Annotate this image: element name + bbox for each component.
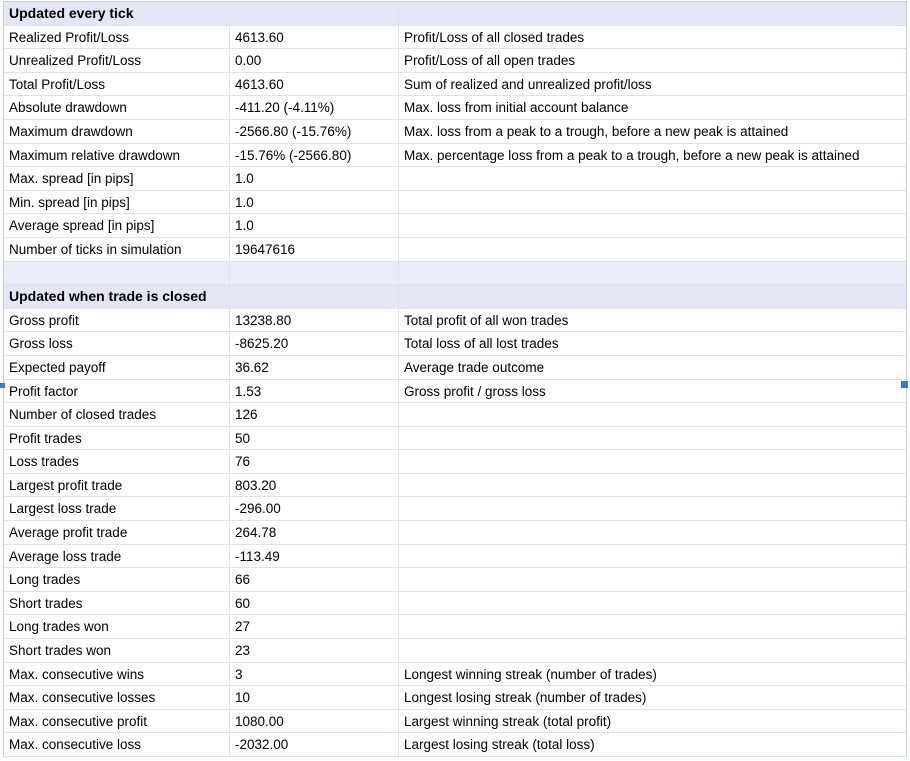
metric-label: Max. consecutive profit <box>4 710 230 733</box>
metric-value: 66 <box>230 568 399 591</box>
metric-description <box>399 167 906 190</box>
metric-description <box>399 474 906 497</box>
metric-label: Gross loss <box>4 332 230 355</box>
metric-value: -15.76% (-2566.80) <box>230 144 399 167</box>
table-row[interactable] <box>4 474 906 498</box>
metric-label: Largest loss trade <box>4 497 230 520</box>
table-row[interactable] <box>4 214 906 238</box>
metric-value: 4613.60 <box>230 73 399 96</box>
spacer-cell <box>230 262 399 285</box>
metric-label: Total Profit/Loss <box>4 73 230 96</box>
metric-value: 50 <box>230 427 399 450</box>
metric-label: Largest profit trade <box>4 474 230 497</box>
table-row[interactable] <box>4 144 906 168</box>
metric-value: 36.62 <box>230 356 399 379</box>
metric-description: Longest winning streak (number of trades) <box>404 666 657 682</box>
metric-label: Expected payoff <box>4 356 230 379</box>
metric-label: Max. consecutive loss <box>4 733 230 756</box>
metric-value: 19647616 <box>230 238 399 261</box>
metric-description <box>399 568 906 591</box>
metric-label: Profit trades <box>4 427 230 450</box>
table-row[interactable] <box>4 545 906 569</box>
section-header-row <box>4 285 906 309</box>
table-row[interactable] <box>4 615 906 639</box>
table-row[interactable] <box>4 568 906 592</box>
metric-label: Max. consecutive wins <box>4 663 230 686</box>
metric-value: -2032.00 <box>230 733 399 756</box>
metric-description: Max. percentage loss from a peak to a trough, before a new peak is attained <box>404 147 860 163</box>
metric-value: 1.53 <box>230 380 399 403</box>
metric-label: Maximum drawdown <box>4 120 230 143</box>
statistics-table <box>3 1 907 757</box>
metric-value: 1080.00 <box>230 710 399 733</box>
metric-value: -113.49 <box>230 545 399 568</box>
metric-description: Max. loss from initial account balance <box>404 100 629 116</box>
metric-description <box>399 214 906 237</box>
section-spacer-row <box>4 262 906 286</box>
table-row[interactable] <box>4 733 906 757</box>
metric-value: 10 <box>230 686 399 709</box>
table-row[interactable] <box>4 26 906 50</box>
table-row[interactable] <box>4 592 906 616</box>
metric-value: 1.0 <box>230 214 399 237</box>
metric-label: Short trades <box>4 592 230 615</box>
header-cell <box>399 2 906 25</box>
metric-value: 13238.80 <box>230 309 399 332</box>
header-cell <box>230 2 399 25</box>
metric-value: 60 <box>230 592 399 615</box>
table-row[interactable] <box>4 686 906 710</box>
table-row[interactable] <box>4 96 906 120</box>
metric-value: -411.20 (-4.11%) <box>230 96 399 119</box>
metric-description: Profit/Loss of all closed trades <box>404 29 585 45</box>
metric-description <box>399 238 906 261</box>
metric-description <box>399 403 906 426</box>
spacer-cell <box>399 262 906 285</box>
metric-value: 126 <box>230 403 399 426</box>
metric-label: Average loss trade <box>4 545 230 568</box>
table-row[interactable] <box>4 309 906 333</box>
metric-value: -296.00 <box>230 497 399 520</box>
metric-label: Maximum relative drawdown <box>4 144 230 167</box>
header-cell <box>230 285 399 308</box>
metric-description <box>399 615 906 638</box>
metric-value: 27 <box>230 615 399 638</box>
section-title: Updated when trade is closed <box>4 285 230 308</box>
metric-description: Largest losing streak (total loss) <box>404 737 595 753</box>
table-row[interactable] <box>4 191 906 215</box>
table-row[interactable] <box>4 356 906 380</box>
metric-value: 4613.60 <box>230 26 399 49</box>
metric-description: Max. loss from a peak to a trough, before a new peak is attained <box>404 123 789 139</box>
metric-value: 1.0 <box>230 167 399 190</box>
table-row[interactable] <box>4 639 906 663</box>
metric-value: -2566.80 (-15.76%) <box>230 120 399 143</box>
metric-description: Profit/Loss of all open trades <box>404 53 576 69</box>
metric-value: 803.20 <box>230 474 399 497</box>
table-row[interactable] <box>4 167 906 191</box>
metric-label: Absolute drawdown <box>4 96 230 119</box>
metric-label: Long trades <box>4 568 230 591</box>
metric-description: Sum of realized and unrealized profit/loss <box>404 76 652 92</box>
metric-value: 264.78 <box>230 521 399 544</box>
header-cell <box>399 285 906 308</box>
metric-description <box>399 592 906 615</box>
table-row[interactable] <box>4 238 906 262</box>
metric-description <box>399 427 906 450</box>
section-title: Updated every tick <box>4 2 230 25</box>
metric-label: Short trades won <box>4 639 230 662</box>
metric-label: Max. consecutive losses <box>4 686 230 709</box>
metric-label: Loss trades <box>4 450 230 473</box>
metric-description: Longest losing streak (number of trades) <box>404 690 647 706</box>
metric-label: Average profit trade <box>4 521 230 544</box>
metric-value: 3 <box>230 663 399 686</box>
metric-label: Number of ticks in simulation <box>4 238 230 261</box>
spacer-cell <box>4 262 230 285</box>
metric-label: Average spread [in pips] <box>4 214 230 237</box>
metric-value: 23 <box>230 639 399 662</box>
metric-description: Largest winning streak (total profit) <box>404 713 612 729</box>
table-row[interactable] <box>4 332 906 356</box>
table-row[interactable] <box>4 663 906 687</box>
metric-description: Total profit of all won trades <box>404 312 569 328</box>
table-row[interactable] <box>4 73 906 97</box>
metric-label: Gross profit <box>4 309 230 332</box>
table-row[interactable] <box>4 49 906 73</box>
table-row[interactable] <box>4 427 906 451</box>
table-row[interactable] <box>4 710 906 734</box>
metric-label: Min. spread [in pips] <box>4 191 230 214</box>
metric-value: 0.00 <box>230 49 399 72</box>
metric-value: -8625.20 <box>230 332 399 355</box>
metric-value: 76 <box>230 450 399 473</box>
right-splitter-handle[interactable] <box>901 381 908 388</box>
table-row[interactable] <box>4 450 906 474</box>
table-row[interactable] <box>4 120 906 144</box>
metric-description: Average trade outcome <box>404 359 545 375</box>
table-row[interactable] <box>4 380 906 404</box>
metric-label: Max. spread [in pips] <box>4 167 230 190</box>
metric-description <box>399 521 906 544</box>
metric-label: Unrealized Profit/Loss <box>4 49 230 72</box>
metric-label: Number of closed trades <box>4 403 230 426</box>
table-row[interactable] <box>4 497 906 521</box>
metric-description: Gross profit / gross loss <box>404 383 546 399</box>
metric-description <box>399 191 906 214</box>
metric-description <box>399 639 906 662</box>
metric-label: Profit factor <box>4 380 230 403</box>
metric-label: Long trades won <box>4 615 230 638</box>
metric-description: Total loss of all lost trades <box>404 336 559 352</box>
metric-value: 1.0 <box>230 191 399 214</box>
section-header-row <box>4 2 906 26</box>
metric-description <box>399 545 906 568</box>
metric-description <box>399 497 906 520</box>
left-splitter-handle[interactable] <box>0 383 5 388</box>
table-row[interactable] <box>4 521 906 545</box>
table-row[interactable] <box>4 403 906 427</box>
metric-description <box>399 450 906 473</box>
metric-label: Realized Profit/Loss <box>4 26 230 49</box>
